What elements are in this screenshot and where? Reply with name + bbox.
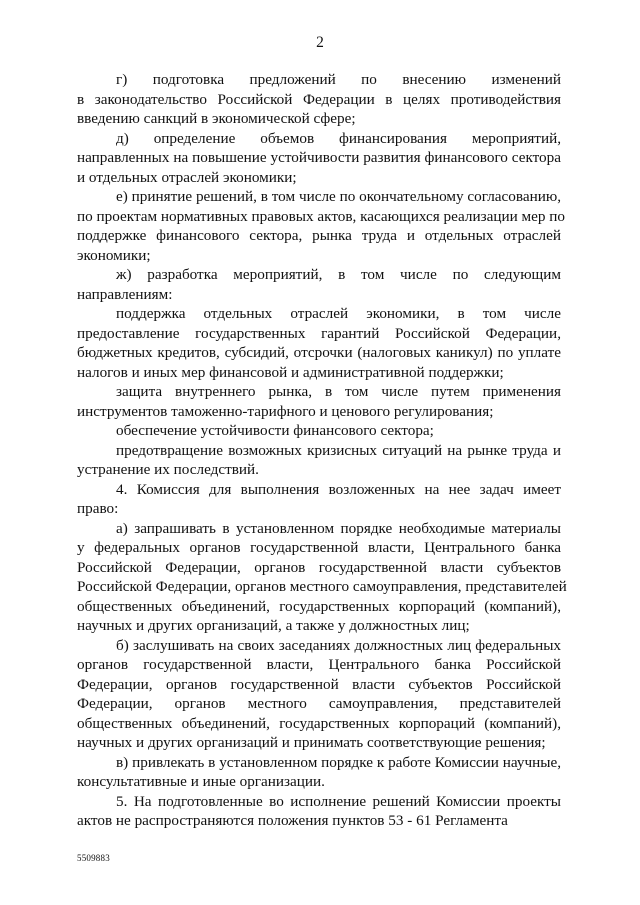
text-line: направленных на повышение устойчивости развития финансового сектора xyxy=(77,149,561,166)
text-line: научных и других организаций и принимать соответствующие решения; xyxy=(77,734,546,751)
text-line: 4. Комиссия для выполнения возложенных на нее задач имеет xyxy=(116,480,561,498)
text-line: ж) разработка мероприятий, в том числе по следующим xyxy=(116,266,561,283)
paragraph xyxy=(77,187,566,265)
paragraph xyxy=(77,441,561,480)
text-line: Российской Федерации, органов государственной власти субъектов xyxy=(77,558,561,576)
text-line: и отдельных отраслей экономики; xyxy=(77,168,297,186)
text-line: актов не распространяются положения пунктов 53 - 61 Регламента xyxy=(77,812,508,829)
paragraph xyxy=(77,753,561,792)
text-line: д) определение объемов финансирования мероприятий, xyxy=(116,129,561,147)
text-line: поддержка отдельных отраслей экономики, в том числе xyxy=(116,305,561,322)
paragraph xyxy=(77,421,561,441)
text-line: предотвращение возможных кризисных ситуаций на рынке труда и xyxy=(116,441,561,459)
text-line: бюджетных кредитов, субсидий, отсрочки (налоговых каникул) по уплате xyxy=(77,344,561,361)
text-line: консультативные и иные организации. xyxy=(77,773,325,790)
text-line: е) принятие решений, в том числе по окончательному согласованию, xyxy=(116,188,561,205)
text-line: б) заслушивать на своих заседаниях должностных лиц федеральных xyxy=(116,636,561,654)
paragraph xyxy=(77,519,567,636)
text-line: введению санкций в экономической сфере; xyxy=(77,110,356,127)
paragraph xyxy=(77,70,561,129)
text-line: обеспечение устойчивости финансового сектора; xyxy=(116,422,434,439)
paragraph xyxy=(77,304,561,382)
page-number: 2 xyxy=(316,34,324,51)
text-line: налогов и иных мер финансовой и административной поддержки; xyxy=(77,363,504,381)
paragraph xyxy=(77,636,561,753)
paragraph xyxy=(77,129,561,188)
text-line: 5. На подготовленные во исполнение решений Комиссии проекты xyxy=(116,792,561,810)
document-body xyxy=(77,70,567,831)
text-line: научных и других организаций, а также у должностных лиц; xyxy=(77,617,470,634)
text-line: а) запрашивать в установленном порядке необходимые материалы xyxy=(116,519,561,537)
text-line: Федерации, органов государственной власти субъектов Российской xyxy=(77,675,561,693)
text-line: предоставление государственных гарантий Российской Федерации, xyxy=(77,324,561,342)
paragraph xyxy=(77,792,561,831)
text-line: общественных объединений, государственных корпораций (компаний), xyxy=(77,597,561,615)
text-line: поддержке финансового сектора, рынка труда и отдельных отраслей xyxy=(77,227,561,244)
text-line: Российской Федерации, органов местного самоуправления, представителей xyxy=(77,578,567,595)
text-line: Федерации, органов местного самоуправления, представителей xyxy=(77,695,561,712)
text-line: защита внутреннего рынка, в том числе путем применения xyxy=(116,383,561,400)
text-line: право: xyxy=(77,500,119,517)
text-line: устранение их последствий. xyxy=(77,461,259,478)
text-line: направлениям: xyxy=(77,285,173,303)
text-line: по проектам нормативных правовых актов, касающихся реализации мер по xyxy=(77,207,566,225)
text-line: в законодательство Российской Федерации в целях противодействия xyxy=(77,90,561,108)
paragraph xyxy=(77,480,561,519)
text-line: инструментов таможенно-тарифного и ценового регулирования; xyxy=(77,402,494,420)
document-code: 5509883 xyxy=(77,853,110,863)
text-line: у федеральных органов государственной власти, Центрального банка xyxy=(77,539,561,556)
text-line: г) подготовка предложений по внесению изменений xyxy=(116,71,561,88)
text-line: экономики; xyxy=(77,246,151,264)
paragraph xyxy=(77,382,561,421)
text-line: органов государственной власти, Центрального банка Российской xyxy=(77,656,561,673)
text-line: в) привлекать в установленном порядке к работе Комиссии научные, xyxy=(116,753,561,771)
text-line: общественных объединений, государственных корпораций (компаний), xyxy=(77,714,561,732)
paragraph xyxy=(77,265,561,304)
